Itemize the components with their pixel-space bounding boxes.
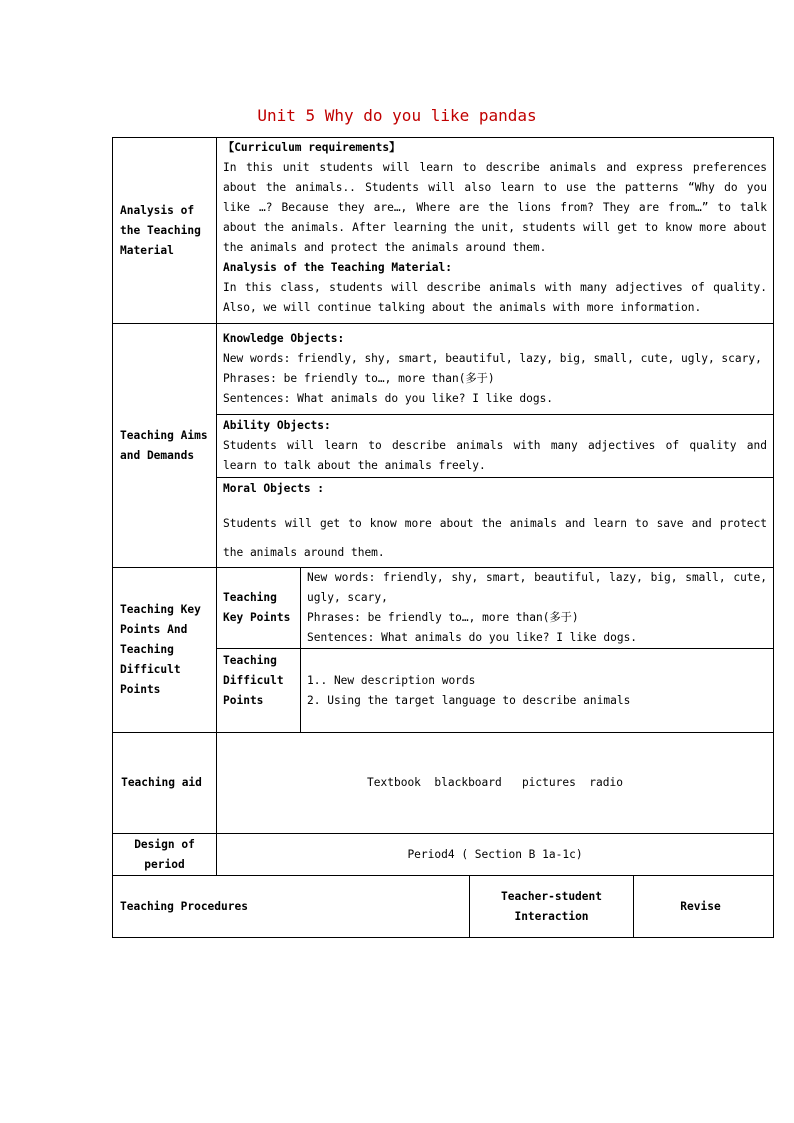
procedures-label — [113, 876, 470, 938]
page-title: Unit 5 Why do you like pandas — [257, 106, 537, 125]
revise-label-text: Revise — [680, 899, 721, 913]
aid-label — [113, 733, 217, 834]
analysis-label — [113, 138, 217, 324]
ability-text: Students will learn to describe animals with many adjectives of quality and learn to talk about the animals freely. — [223, 439, 768, 472]
lesson-plan-table — [112, 137, 774, 938]
key-points-content — [301, 568, 774, 649]
knowledge-objects — [217, 324, 774, 415]
aims-label-text: Teaching Aims and Demands — [120, 428, 208, 462]
curriculum-heading: 【Curriculum requirements】 — [223, 141, 401, 154]
key-points-row — [113, 568, 774, 649]
material-heading: Analysis of the Teaching Material: — [223, 261, 453, 274]
difficult-label-text: Teaching Difficult Points — [223, 654, 284, 707]
design-row — [113, 834, 774, 876]
knowledge-words: New words: friendly, shy, smart, beautiful, lazy, big, small, cute, ugly, scary, — [223, 352, 762, 365]
key-label-text: Teaching Key Points — [223, 591, 291, 624]
analysis-content — [217, 138, 774, 324]
aid-value — [217, 733, 774, 834]
design-label-text: Design of period — [134, 837, 195, 871]
procedures-row — [113, 876, 774, 938]
aid-value-text: Textbook blackboard pictures radio — [367, 776, 623, 789]
design-value — [217, 834, 774, 876]
interaction-label — [470, 876, 634, 938]
aid-row — [113, 733, 774, 834]
aims-knowledge-row — [113, 324, 774, 415]
key-sentences: Sentences: What animals do you like? I like dogs. — [307, 631, 638, 644]
key-phrases: Phrases: be friendly to…, more than(多于) — [307, 611, 579, 624]
key-points-label — [113, 568, 217, 733]
ability-heading: Ability Objects: — [223, 419, 331, 432]
difficult-label — [217, 649, 301, 733]
knowledge-phrases: Phrases: be friendly to…, more than(多于) — [223, 372, 495, 385]
moral-objects — [217, 478, 774, 568]
design-label — [113, 834, 217, 876]
ability-objects — [217, 415, 774, 478]
knowledge-sentences: Sentences: What animals do you like? I like dogs. — [223, 392, 554, 405]
key-words: New words: friendly, shy, smart, beautiful, lazy, big, small, cute, ugly, scary, — [307, 571, 768, 604]
analysis-row — [113, 138, 774, 324]
moral-heading: Moral Objects : — [223, 482, 325, 495]
difficult-item-1: 1.. New description words — [307, 674, 476, 687]
design-value-text: Period4 ( Section B 1a-1c) — [407, 847, 583, 861]
interaction-label-text: Teacher-student Interaction — [500, 889, 603, 923]
aid-label-text: Teaching aid — [121, 776, 202, 789]
key-points-label-text: Teaching Key Points And Teaching Difficult Points — [120, 603, 201, 696]
procedures-label-text: Teaching Procedures — [120, 899, 248, 913]
revise-label — [634, 876, 774, 938]
key-label — [217, 568, 301, 649]
curriculum-text: In this unit students will learn to describe animals and express preferences about the animals.. Students will also learn to use the patterns “Why do you like …? Because they are…, Where are the lions from? They are from…” to talk about the animals. After learning the unit, students will get to know more about the animals and protect the animals around them. — [223, 161, 768, 254]
aims-label — [113, 324, 217, 568]
moral-text: Students will get to know more about the animals and learn to save and protect the animals around them. — [223, 517, 768, 559]
difficult-points-content — [301, 649, 774, 733]
analysis-label-text: Analysis of the Teaching Material — [120, 203, 201, 257]
difficult-item-2: 2. Using the target language to describe animals — [307, 694, 631, 707]
material-text: In this class, students will describe animals with many adjectives of quality. Also, we will continue talking about the animals with more information. — [223, 281, 768, 314]
knowledge-heading: Knowledge Objects: — [223, 332, 345, 345]
